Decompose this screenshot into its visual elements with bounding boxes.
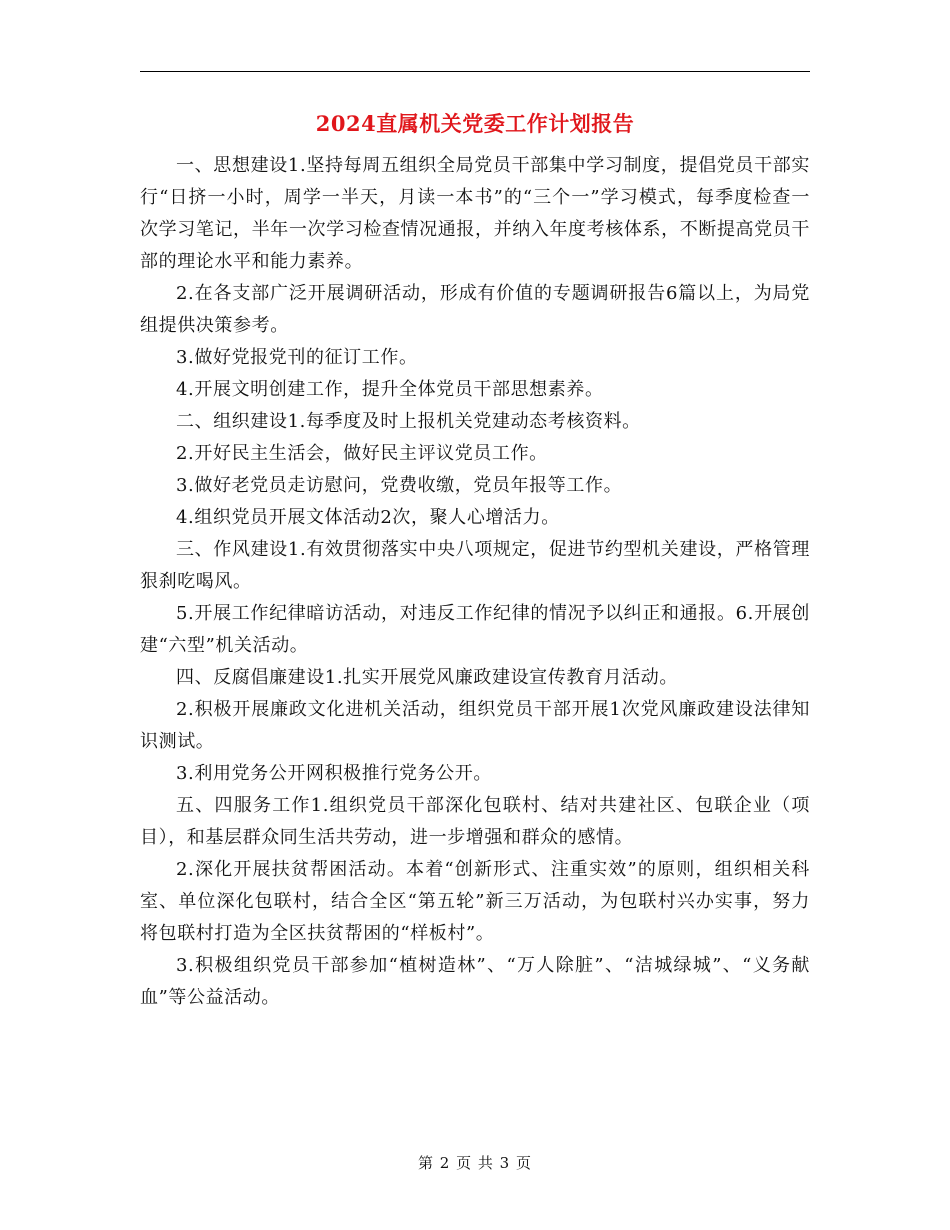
paragraph-four-services-work: 五、四服务工作1.组织党员干部深化包联村、结对共建社区、包联企业（项目），和基层群众同生活共劳动，进一步增强和群众的感情。 [140,795,810,848]
paragraph-party-affairs-disclosure: 3.利用党务公开网积极推行党务公开。 [176,763,492,784]
paragraph-ideological-construction: 一、思想建设1.坚持每周五组织全局党员干部集中学习制度，提倡党员干部实行“日挤一小时，周学一半天，月读一本书”的“三个一”学习模式，每季度检查一次学习笔记，半年一次学习检查情况通报，并纳入年度考核体系，不断提高党员干部的理论水平和能力素养。 [140,155,810,272]
paragraph-organization-construction: 二、组织建设1.每季度及时上报机关党建动态考核资料。 [176,411,641,432]
paragraph-cultural-sports-activities: 4.组织党员开展文体活动2次，聚人心增活力。 [176,507,560,528]
page-number-footer: 第 2 页 共 3 页 [418,1154,532,1172]
paragraph-work-style-construction: 三、作风建设1.有效贯彻落实中央八项规定，促进节约型机关建设，严格管理狠刹吃喝风。 [140,539,810,592]
header-rule [140,71,810,72]
paragraph-public-welfare-activities: 3.积极组织党员干部参加“植树造林”、“万人除脏”、“洁城绿城”、“义务献血”等公益活动。 [140,955,810,1008]
document-body [140,150,810,1014]
paragraph-democratic-life-meeting: 2.开好民主生活会，做好民主评议党员工作。 [176,443,548,464]
paragraph-discipline-inspection: 5.开展工作纪律暗访活动，对违反工作纪律的情况予以纠正和通报。6.开展创建“六型”机关活动。 [140,603,810,656]
paragraph-civilization-creation: 4.开展文明创建工作，提升全体党员干部思想素养。 [176,379,604,400]
document-title: 2024直属机关党委工作计划报告 [315,111,635,136]
paragraph-newspaper-subscription: 3.做好党报党刊的征订工作。 [176,347,418,368]
paragraph-poverty-alleviation: 2.深化开展扶贫帮困活动。本着“创新形式、注重实效”的原则，组织相关科室、单位深化包联村，结合全区“第五轮”新三万活动，为包联村兴办实事，努力将包联村打造为全区扶贫帮困的“样板村”。 [140,859,810,944]
paragraph-anti-corruption-construction: 四、反腐倡廉建设1.扎实开展党风廉政建设宣传教育月活动。 [176,667,678,688]
paragraph-integrity-culture: 2.积极开展廉政文化进机关活动，组织党员干部开展1次党风廉政建设法律知识测试。 [140,699,810,752]
paragraph-veteran-member-visits: 3.做好老党员走访慰问，党费收缴，党员年报等工作。 [176,475,623,496]
paragraph-research-activities: 2.在各支部广泛开展调研活动，形成有价值的专题调研报告6篇以上，为局党组提供决策参考。 [140,283,810,336]
